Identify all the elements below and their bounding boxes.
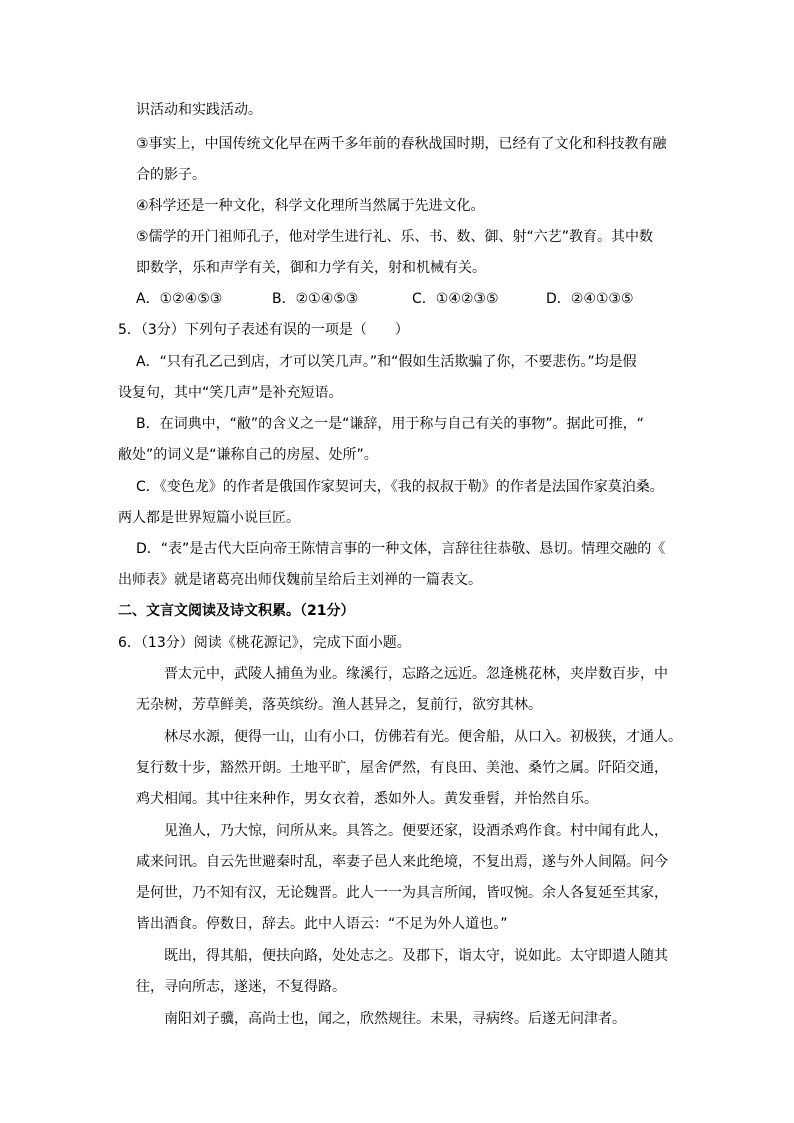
text-line: ④科学还是一种文化，科学文化理所当然属于先进文化。 xyxy=(136,198,485,214)
text-line: B．在词典中，“敝”的含义之一是“谦辞，用于称与自己有关的事物”。据此可推，“ xyxy=(136,416,644,432)
option-b: B．②①④⑤③ xyxy=(272,291,359,307)
question-6-stem: 6．（13分）阅读《桃花源记》，完成下面小题。 xyxy=(118,635,411,651)
text-line: 南阳刘子骥，高尚士也，闻之，欣然规往。未果，寻病终。后遂无问津者。 xyxy=(164,1011,626,1027)
text-line: C．《变色龙》的作者是俄国作家契诃夫，《我的叔叔于勒》的作者是法国作家莫泊桑。 xyxy=(136,479,664,495)
text-line: 合的影子。 xyxy=(136,167,206,183)
text-line: A．“只有孔乙己到店，才可以笑几声。”和“假如生活欺骗了你，不要悲伤。”均是假 xyxy=(136,354,637,370)
text-line: 见渔人，乃大惊，问所从来。具答之。便要还家，设酒杀鸡作食。村中闻有此人， xyxy=(164,823,668,839)
text-line: 即数学，乐和声学有关，御和力学有关，射和机械有关。 xyxy=(136,260,486,276)
text-line: 复行数十步，豁然开朗。土地平旷，屋舍俨然，有良田、美池、桑竹之属。阡陌交通， xyxy=(136,760,668,776)
option-c: C．①④②③⑤ xyxy=(412,291,499,307)
option-d: D．②④①③⑤ xyxy=(546,291,634,307)
text-line: 皆出酒食。停数日，辞去。此中人语云：“不足为外人道也。” xyxy=(136,916,508,932)
question-5-stem: 5．（3分）下列句子表述有误的一项是（ ） xyxy=(118,322,409,338)
text-line: 鸡犬相闻。其中往来种作，男女衣着，悉如外人。黄发垂髫，并怡然自乐。 xyxy=(136,791,598,807)
text-line: ③事实上，中国传统文化早在两千多年前的春秋战国时期，已经有了文化和科技教有融 xyxy=(136,136,667,152)
text-line: D．“表”是古代大臣向帝王陈情言事的一种文体，言辞往往恭敬、恳切。情理交融的《 xyxy=(136,541,666,557)
text-line: 设复句，其中“笑几声”是补充短语。 xyxy=(118,385,343,401)
text-line: 无杂树，芳草鲜美，落英缤纷。渔人甚异之，复前行，欲穷其林。 xyxy=(136,697,542,713)
text-line: 林尽水源，便得一山，山有小口，仿佛若有光。便舍船，从口入。初极狭，才通人。 xyxy=(164,729,682,745)
text-line: 识活动和实践活动。 xyxy=(136,102,262,118)
text-line: 出师表》就是诸葛亮出师伐魏前呈给后主刘禅的一篇表文。 xyxy=(118,572,482,588)
text-line: 是何世，乃不知有汉，无论魏晋。此人一一为具言所闻，皆叹惋。余人各复延至其家， xyxy=(136,885,668,901)
text-line: 往，寻向所志，遂迷，不复得路。 xyxy=(136,979,346,995)
text-line: 晋太元中，武陵人捕鱼为业。缘溪行，忘路之远近。忽逢桃花林，夹岸数百步，中 xyxy=(164,666,668,682)
text-line: 咸来问讯。自云先世避秦时乱，率妻子邑人来此绝境，不复出焉，遂与外人间隔。问今 xyxy=(136,854,668,870)
text-line: ⑤儒学的开门祖师孔子，他对学生进行礼、乐、书、数、御、射“六艺”教育。其中数 xyxy=(136,229,654,245)
answer-options xyxy=(136,289,696,309)
text-line: 敝处”的词义是“谦称自己的房屋、处所”。 xyxy=(118,447,378,463)
text-line: 既出，得其船，便扶向路，处处志之。及郡下，诣太守，说如此。太守即遣人随其 xyxy=(164,948,668,964)
option-a: A．①②④⑤③ xyxy=(136,291,223,307)
text-line: 两人都是世界短篇小说巨匠。 xyxy=(118,510,300,526)
section-heading: 二、文言文阅读及诗文积累。（21分） xyxy=(118,603,355,619)
